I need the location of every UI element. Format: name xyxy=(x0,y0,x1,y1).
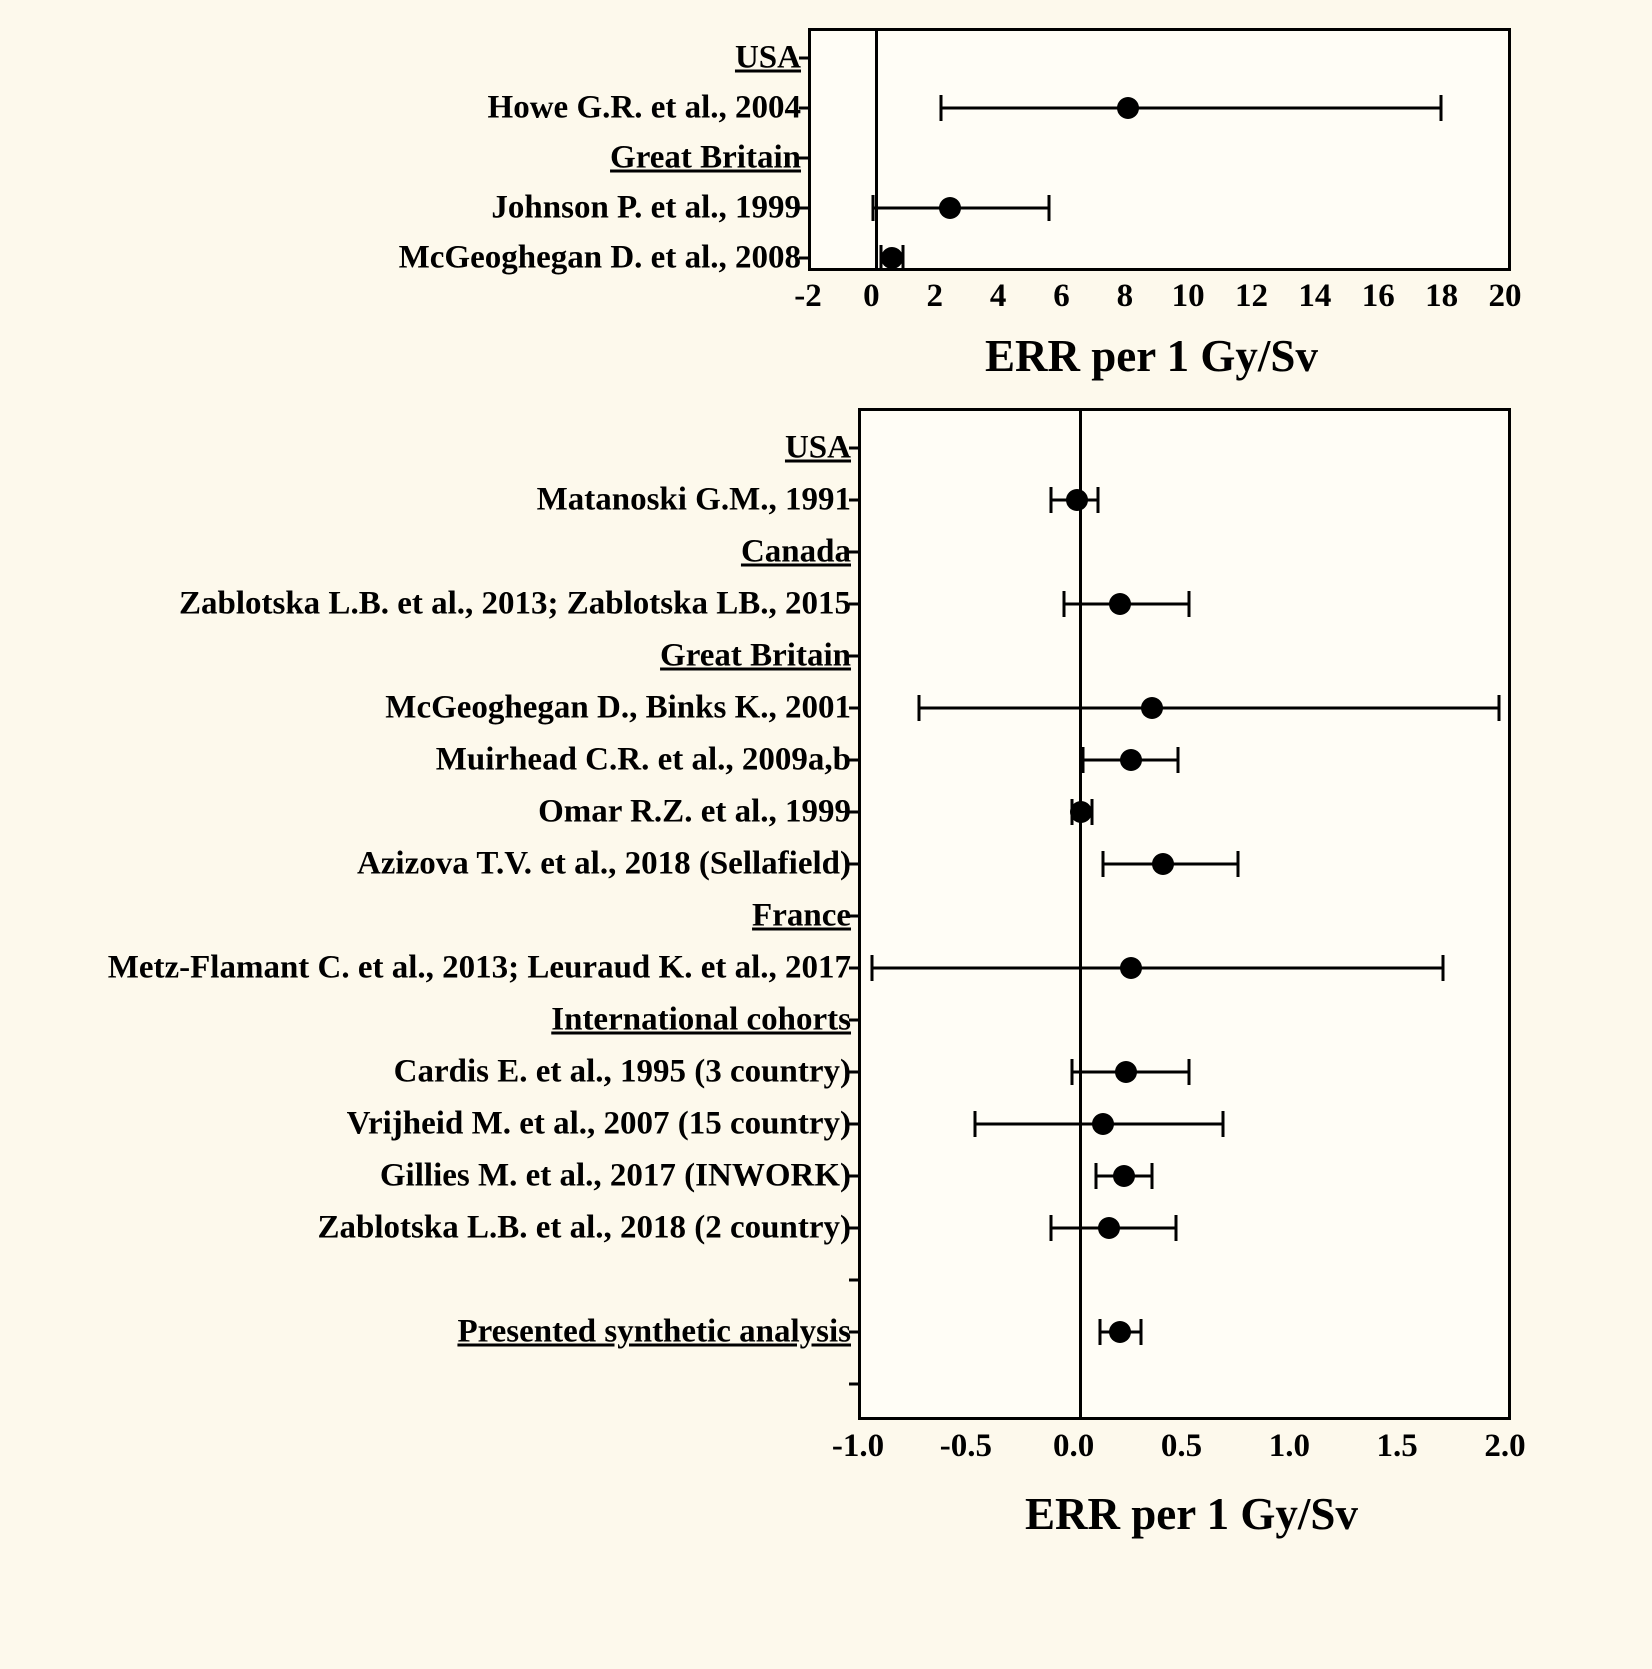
y-axis-tick xyxy=(849,603,861,606)
x-axis-tick-label: 4 xyxy=(989,278,1007,314)
x-axis-tick-label: 14 xyxy=(1298,278,1332,314)
confidence-interval-cap xyxy=(1101,851,1104,877)
forest-row-label: Great Britain xyxy=(610,139,801,176)
x-axis-tick-label: 2 xyxy=(926,278,943,314)
y-axis-tick xyxy=(849,1331,861,1334)
confidence-interval-line xyxy=(919,707,1499,710)
x-axis-tick-label: -2 xyxy=(794,278,822,314)
y-axis-tick xyxy=(799,207,811,210)
forest-row-label: Presented synthetic analysis xyxy=(457,1313,851,1350)
confidence-interval-cap xyxy=(918,695,921,721)
x-axis-title-top: ERR per 1 Gy/Sv xyxy=(985,331,1318,381)
plot-area-bottom xyxy=(107,408,1511,1420)
x-axis-tick-label: 8 xyxy=(1116,278,1134,314)
confidence-interval-cap xyxy=(1082,747,1085,773)
forest-row-label: Gillies M. et al., 2017 (INWORK) xyxy=(379,1157,851,1194)
y-axis-tick xyxy=(849,967,861,970)
forest-row-label: France xyxy=(752,897,851,934)
point-estimate-marker xyxy=(1070,801,1092,823)
y-axis-tick xyxy=(799,107,811,110)
forest-row-label: Canada xyxy=(740,533,851,570)
forest-row-label: Muirhead C.R. et al., 2009a,b xyxy=(435,741,851,778)
forest-row-label: McGeoghegan D., Binks K., 2001 xyxy=(385,689,851,726)
x-axis-tick-label: 2.0 xyxy=(1484,1428,1526,1464)
forest-row-label: Metz-Flamant C. et al., 2013; Leuraud K. et al., 2017 xyxy=(107,949,851,986)
confidence-interval-cap xyxy=(1187,591,1190,617)
confidence-interval-cap xyxy=(1498,695,1501,721)
confidence-interval-cap xyxy=(1237,851,1240,877)
y-axis-tick xyxy=(849,1019,861,1022)
y-axis-tick xyxy=(849,447,861,450)
y-axis-tick xyxy=(849,811,861,814)
point-estimate-marker xyxy=(1113,1165,1135,1187)
plot-area-top xyxy=(398,28,1511,276)
confidence-interval-line xyxy=(941,107,1442,110)
x-axis-tick-label: 0.0 xyxy=(1053,1428,1095,1464)
y-axis-tick xyxy=(849,1175,861,1178)
x-axis-tick-label: 20 xyxy=(1488,278,1522,314)
y-axis-tick xyxy=(849,1071,861,1074)
confidence-interval-cap xyxy=(1140,1319,1143,1345)
forest-row-label: Zablotska L.B. et al., 2013; Zablotska LB., 2015 xyxy=(178,585,851,622)
y-axis-tick xyxy=(799,157,811,160)
x-axis-tick-label: 12 xyxy=(1235,278,1269,314)
confidence-interval-cap xyxy=(939,95,942,121)
point-estimate-marker xyxy=(939,197,961,219)
point-estimate-marker xyxy=(1066,489,1088,511)
forest-row-label: Cardis E. et al., 1995 (3 country) xyxy=(393,1053,851,1090)
confidence-interval-cap xyxy=(1174,1215,1177,1241)
confidence-interval-cap xyxy=(1049,487,1052,513)
forest-row-label: USA xyxy=(784,429,851,466)
y-axis-tick xyxy=(799,257,811,260)
confidence-interval-cap xyxy=(1099,1319,1102,1345)
y-axis-tick xyxy=(849,499,861,502)
confidence-interval-cap xyxy=(1062,591,1065,617)
x-axis-tick-label: 0.5 xyxy=(1160,1428,1203,1464)
y-axis-tick xyxy=(849,1279,861,1282)
confidence-interval-cap xyxy=(1442,955,1445,981)
confidence-interval-cap xyxy=(1187,1059,1190,1085)
confidence-interval-cap xyxy=(1049,1215,1052,1241)
y-axis-tick xyxy=(849,1383,861,1386)
point-estimate-marker xyxy=(1109,593,1131,615)
forest-row-label: Omar R.Z. et al., 1999 xyxy=(538,793,851,830)
confidence-interval-cap xyxy=(974,1111,977,1137)
confidence-interval-cap xyxy=(1097,487,1100,513)
confidence-interval-cap xyxy=(1071,1059,1074,1085)
y-axis-tick xyxy=(849,759,861,762)
forest-row-label: Great Britain xyxy=(660,637,851,674)
forest-plot-panel-top xyxy=(0,0,1652,390)
confidence-interval-cap xyxy=(870,955,873,981)
point-estimate-marker xyxy=(1120,749,1142,771)
x-axis-tick-label: 0 xyxy=(863,278,880,314)
confidence-interval-cap xyxy=(1440,95,1443,121)
forest-row-label: Johnson P. et al., 1999 xyxy=(491,189,801,226)
point-estimate-marker xyxy=(1098,1217,1120,1239)
confidence-interval-cap xyxy=(1095,1163,1098,1189)
point-estimate-marker xyxy=(1120,957,1142,979)
x-axis-tick-label: 18 xyxy=(1425,278,1459,314)
x-axis-tick-label: 10 xyxy=(1171,278,1205,314)
confidence-interval-cap xyxy=(1222,1111,1225,1137)
x-axis-tick-label: 1.5 xyxy=(1376,1428,1418,1464)
point-estimate-marker xyxy=(1109,1321,1131,1343)
point-estimate-marker xyxy=(1115,1061,1137,1083)
x-axis-top xyxy=(794,278,1522,318)
y-axis-tick xyxy=(849,707,861,710)
y-axis-tick xyxy=(849,1227,861,1230)
confidence-interval-cap xyxy=(1177,747,1180,773)
y-axis-tick xyxy=(849,551,861,554)
point-estimate-marker xyxy=(881,247,903,269)
forest-row-label: Azizova T.V. et al., 2018 (Sellafield) xyxy=(356,845,851,882)
forest-row-label: Zablotska L.B. et al., 2018 (2 country) xyxy=(317,1209,851,1246)
forest-row-label: Howe G.R. et al., 2004 xyxy=(487,89,801,126)
y-axis-tick xyxy=(799,57,811,60)
x-axis-tick-label: -1.0 xyxy=(831,1428,885,1464)
forest-row-label: Matanoski G.M., 1991 xyxy=(536,481,851,518)
y-axis-tick xyxy=(849,863,861,866)
forest-plot-panel-bottom xyxy=(0,398,1652,1669)
point-estimate-marker xyxy=(1152,853,1174,875)
confidence-interval-cap xyxy=(1047,195,1050,221)
forest-row-label: International cohorts xyxy=(551,1001,851,1038)
forest-row-label: McGeoghegan D. et al., 2008 xyxy=(398,239,801,276)
point-estimate-marker xyxy=(1117,97,1139,119)
forest-row-label: Vrijheid M. et al., 2007 (15 country) xyxy=(346,1105,851,1142)
x-axis-tick-label: 16 xyxy=(1361,278,1395,314)
confidence-interval-line xyxy=(872,967,1444,970)
confidence-interval-cap xyxy=(1151,1163,1154,1189)
x-axis-tick-label: 6 xyxy=(1053,278,1070,314)
y-axis-tick xyxy=(849,655,861,658)
x-axis-tick-label: -0.5 xyxy=(939,1428,992,1464)
point-estimate-marker xyxy=(1092,1113,1114,1135)
y-axis-tick xyxy=(849,1123,861,1126)
x-axis-title-bottom: ERR per 1 Gy/Sv xyxy=(1025,1489,1358,1539)
x-axis-bottom xyxy=(831,1428,1526,1468)
point-estimate-marker xyxy=(1141,697,1163,719)
forest-row-label: USA xyxy=(734,39,801,76)
confidence-interval-cap xyxy=(871,195,874,221)
y-axis-tick xyxy=(849,915,861,918)
x-axis-tick-label: 1.0 xyxy=(1268,1428,1310,1464)
